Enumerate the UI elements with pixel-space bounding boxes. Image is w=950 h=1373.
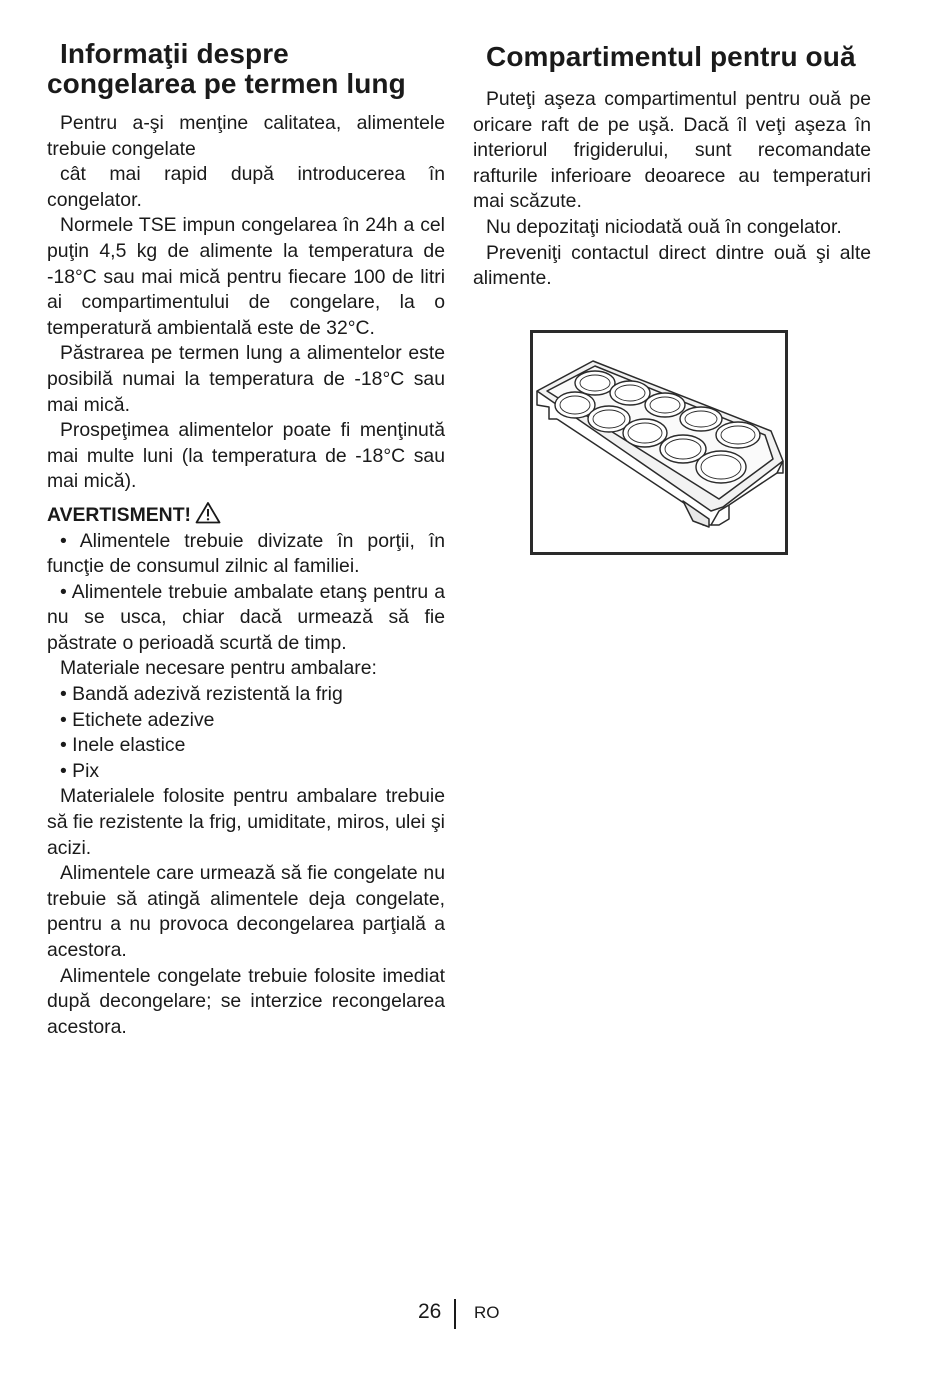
long-term-freezing-body (47, 111, 445, 1040)
title-line-1: Informaţii despre (60, 38, 289, 69)
title-line-2: congelarea pe termen lung (47, 68, 406, 99)
materials-item: • Inele elastice (60, 734, 186, 757)
egg-compartment-body (473, 87, 871, 292)
warning-triangle-icon (195, 501, 221, 524)
paragraph: Nu depozitaţi niciodată ouă în congelator. (486, 215, 842, 238)
paragraph: Prospeţimea alimentelor poate fi menţinută mai multe luni (la temperatura de -18°C sau mai mică). (47, 419, 445, 493)
warning-label: AVERTISMENT! (47, 503, 191, 526)
materials-intro: Materiale necesare pentru ambalare: (60, 657, 377, 680)
paragraph: Preveniţi contactul direct dintre ouă şi alte alimente. (473, 241, 871, 290)
egg-tray-icon (533, 333, 785, 552)
page-number: 26 (418, 1300, 442, 1323)
paragraph: Alimentele congelate trebuie folosite imediat după decongelare; se interzice recongelarea acestora. (47, 964, 445, 1038)
warning-heading (47, 501, 445, 529)
warning-bullet: • Alimentele trebuie divizate în porţii, în funcţie de consumul zilnic al familiei. (47, 529, 445, 578)
paragraph: Pentru a-şi menţine calitatea, alimentele trebuie congelate (47, 112, 445, 160)
paragraph: cât mai rapid după introducerea în congelator. (47, 163, 445, 211)
paragraph: Materialele folosite pentru ambalare trebuie să fie rezistente la frig, umiditate, miros, ulei şi acizi. (47, 785, 445, 859)
egg-tray-figure (530, 330, 788, 555)
paragraph: Normele TSE impun congelarea în 24h a cel puţin 4,5 kg de alimente la temperatura de -18°C sau mai mică pentru fiecare 100 de litri ai compartimentului de congelare, la o temperatură ambientală este de 32°C. (47, 214, 445, 339)
section-title-egg-compartment: Compartimentul pentru ouă (486, 41, 856, 72)
page-footer (0, 1297, 950, 1337)
section-title-long-term-freezing (47, 39, 467, 99)
materials-item: • Pix (60, 759, 100, 782)
footer-divider (454, 1299, 456, 1329)
materials-item: • Etichete adezive (60, 708, 215, 731)
paragraph: Păstrarea pe termen lung a alimentelor este posibilă numai la temperatura de -18°C sau mai mică. (47, 342, 445, 416)
materials-item: • Bandă adezivă rezistentă la frig (60, 683, 343, 706)
language-code: RO (474, 1303, 500, 1322)
paragraph: Puteţi aşeza compartimentul pentru ouă pe oricare raft de pe uşă. Dacă îl veţi aşeza în interiorul frigiderului, sunt recomandate rafturile inferioare deoarece au temperaturi mai scăzute. (473, 88, 871, 213)
warning-bullet: • Alimentele trebuie ambalate etanş pentru a nu se usca, chiar dacă urmează să fie păstrate o perioadă scurtă de timp. (47, 580, 445, 654)
paragraph: Alimentele care urmează să fie congelate nu trebuie să atingă alimentele deja congelate, pentru a nu provoca decongelarea parţială a acestora. (47, 862, 445, 961)
